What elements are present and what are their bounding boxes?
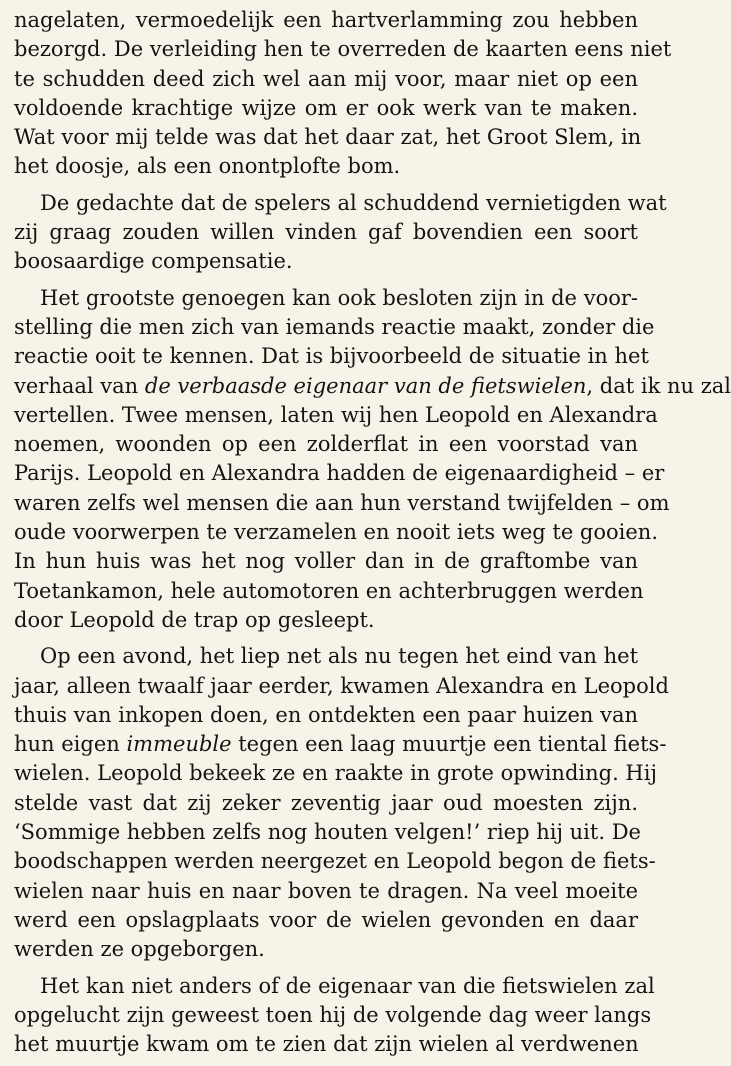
text-line: boodschappen werden neergezet en Leopold begon de fiets-	[14, 849, 656, 874]
text-line: Wat voor mij telde was dat het daar zat, het Groot Slem, in	[14, 125, 642, 150]
text-run: verhaal van	[14, 373, 145, 398]
text-line: De gedachte dat de spelers al schuddend vernietigden wat	[40, 190, 667, 215]
italic-title: de verbaasde eigenaar van de fietswielen	[144, 373, 587, 398]
text-line: vertellen. Twee mensen, laten wij hen Leopold en Alexandra	[14, 402, 658, 427]
text-line: bezorgd. De verleiding hen te overreden de kaarten eens niet	[14, 37, 672, 62]
paragraph-gap	[14, 635, 638, 642]
italic-title: immeuble	[126, 732, 232, 757]
text-line: reactie ooit te kennen. Dat is bijvoorbeeld de situatie in het	[14, 344, 649, 369]
text-line: Parijs. Leopold en Alexandra hadden de eigenaardigheid – er	[14, 461, 665, 486]
text-line: Op een avond, het liep net als nu tegen het eind van het	[40, 644, 639, 669]
text-line: waren zelfs wel mensen die aan hun verstand twijfelden – om	[14, 490, 670, 515]
text-line: het muurtje kwam om te zien dat zijn wielen al verdwenen	[14, 1032, 639, 1057]
text-line: Het grootste genoegen kan ook besloten zijn in de voor-	[40, 285, 638, 310]
text-line: het doosje, als een onontplofte bom.	[14, 154, 401, 179]
text-line: zij graag zouden willen vinden gaf bovendien een soort	[14, 220, 638, 245]
text-line: nagelaten, vermoedelijk een hartverlamming zou hebben	[14, 8, 638, 32]
text-line: wielen. Leopold bekeek ze en raakte in grote opwinding. Hij	[14, 761, 657, 786]
text-run: tegen een laag muurtje een tiental fiets-	[231, 732, 667, 757]
paragraph-gap	[14, 182, 638, 189]
text-line: werden ze opgeborgen.	[14, 937, 265, 962]
text-line: opgelucht zijn geweest toen hij de volgende dag weer langs	[14, 1002, 652, 1027]
text-line	[14, 372, 731, 401]
text-line: door Leopold de trap op gesleept.	[14, 607, 375, 632]
paragraph	[14, 189, 667, 277]
text-line	[14, 730, 667, 759]
text-run: , dat ik nu zal	[586, 373, 731, 398]
text-line: Het kan niet anders of de eigenaar van die fietswielen zal	[40, 973, 655, 998]
text-line: stelling die men zich van iemands reactie maakt, zonder die	[14, 314, 655, 339]
paragraph	[14, 972, 655, 1060]
text-line: jaar, alleen twaalf jaar eerder, kwamen Alexandra en Leopold	[14, 673, 669, 698]
text-line: noemen, woonden op een zolderflat in een voorstad van	[14, 432, 638, 457]
text-line: ‘Sommige hebben zelfs nog houten velgen!’ riep hij uit. De	[14, 820, 641, 845]
text-line: wielen naar huis en naar boven te dragen. Na veel moeite	[14, 878, 638, 903]
paragraph	[14, 284, 731, 636]
paragraph-gap	[14, 965, 638, 972]
text-line: boosaardige compensatie.	[14, 249, 293, 274]
text-line: Toetankamon, hele automotoren en achterbruggen werden	[14, 578, 644, 603]
text-line: werd een opslagplaats voor de wielen gevonden en daar	[14, 907, 638, 932]
text-line: te schudden deed zich wel aan mij voor, maar niet op een	[14, 66, 638, 91]
text-line: oude voorwerpen te verzamelen en nooit iets weg te gooien.	[14, 520, 658, 545]
text-line: stelde vast dat zij zeker zeventig jaar oud moesten zijn.	[14, 790, 638, 815]
paragraph	[14, 6, 672, 182]
text-line: thuis van inkopen doen, en ontdekten een paar huizen van	[14, 702, 638, 727]
text-line: voldoende krachtige wijze om er ook werk van te maken.	[14, 95, 638, 120]
paragraph	[14, 642, 669, 964]
paragraph-gap	[14, 277, 638, 284]
text-run: hun eigen	[14, 732, 127, 757]
text-line: In hun huis was het nog voller dan in de graftombe van	[14, 549, 638, 574]
